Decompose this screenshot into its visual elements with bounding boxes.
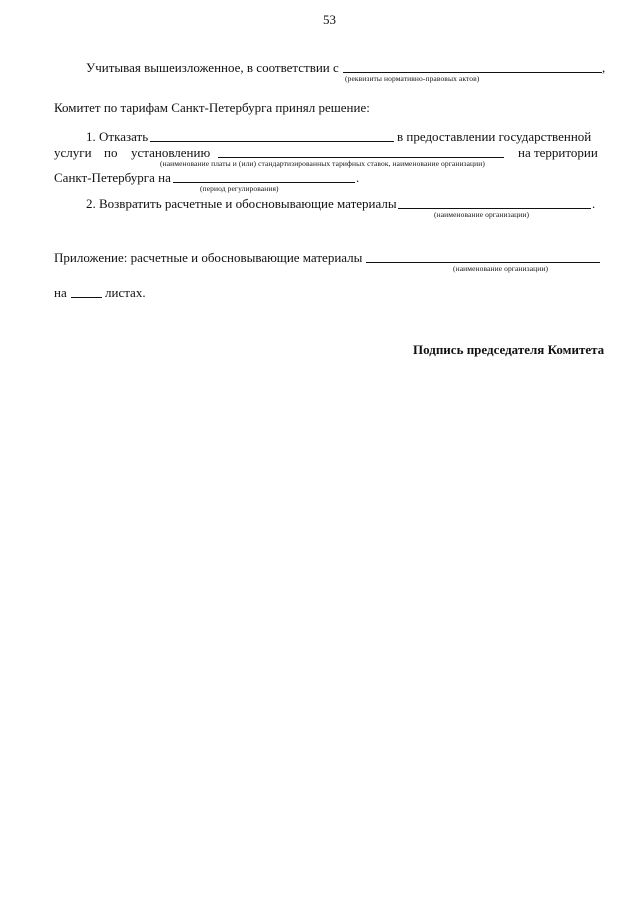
- sheets-count-blank: [71, 297, 102, 298]
- page-number: 53: [323, 12, 336, 27]
- return-dot: .: [592, 196, 596, 211]
- legal-acts-caption: (реквизиты нормативно-правовых актов): [345, 74, 480, 83]
- sheets-on-text: на: [54, 285, 67, 300]
- fee-organization-blank: [218, 157, 504, 158]
- return-organization-caption: (наименование организации): [434, 210, 530, 219]
- appendix-text: Приложение: расчетные и обосновывающие материалы: [54, 250, 363, 265]
- appendix-organization-caption: (наименование организации): [453, 264, 549, 273]
- spb-for-text: Санкт-Петербурга на: [54, 170, 171, 185]
- period-caption: (период регулирования): [200, 184, 279, 193]
- sheets-label: листах.: [105, 285, 146, 300]
- committee-decision-text: Комитет по тарифам Санкт-Петербурга принял решение:: [54, 100, 370, 115]
- word-po: по: [104, 145, 118, 160]
- in-provision-text: в предоставлении государственной: [397, 129, 592, 144]
- period-blank: [173, 182, 355, 183]
- legal-acts-comma: ,: [602, 60, 606, 75]
- chairman-signature-label: Подпись председателя Комитета: [413, 342, 605, 357]
- on-territory-text: на территории: [518, 145, 598, 160]
- fee-organization-caption: (наименование платы и (или) стандартизированных тарифных ставок, наименование организации): [160, 159, 485, 168]
- basis-intro-text: Учитывая вышеизложенное, в соответствии с: [86, 60, 339, 75]
- legal-acts-blank: [343, 72, 602, 73]
- word-uslugi: услуги: [54, 145, 92, 160]
- word-ustanovleniyu: установлению: [131, 145, 211, 160]
- refuse-subject-blank: [150, 141, 394, 142]
- return-materials-text: 2. Возвратить расчетные и обосновывающие материалы: [86, 196, 397, 211]
- period-dot: .: [356, 170, 360, 185]
- appendix-organization-blank: [366, 262, 600, 263]
- refuse-label: 1. Отказать: [86, 129, 149, 144]
- return-organization-blank: [398, 208, 591, 209]
